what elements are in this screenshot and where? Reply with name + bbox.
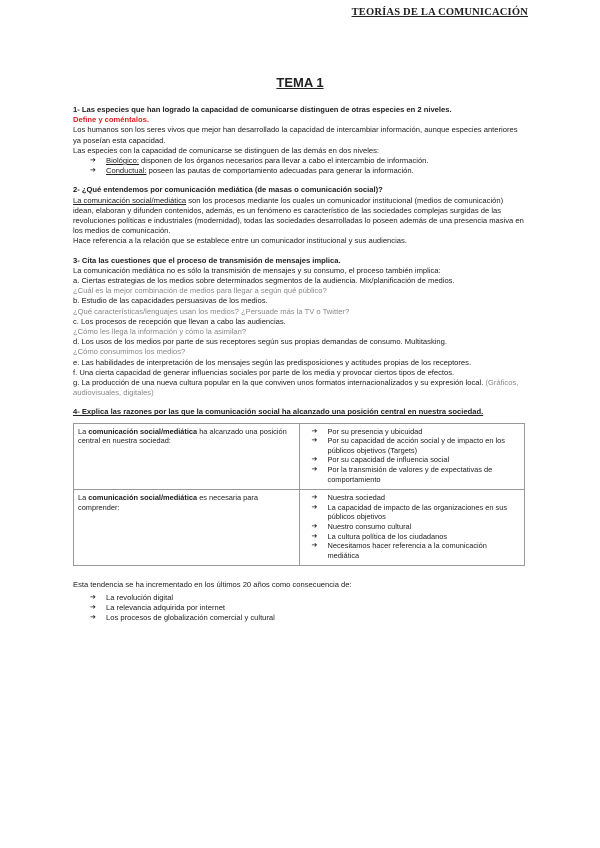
- item-c: c. Los procesos de recepción que llevan a cabo las audiencias.: [73, 316, 286, 326]
- question-3: [73, 256, 525, 399]
- list-item: ➔ Biológico: disponen de los órganos necesarios para llevar a cabo el intercambio de información.: [90, 156, 525, 166]
- list-item: ➔ Los procesos de globalización comercial y cultural: [90, 613, 525, 623]
- list-item: ➔ Conductual: poseen las pautas de comportamiento adecuadas para generar la información.: [90, 166, 525, 176]
- term: Biológico:: [106, 156, 139, 166]
- answer-paragraph: La comunicación social/mediática son los procesos mediante los cuales un comunicador institucional (medios de comunicación) idean, elaboran y difunden contenidos, además, es un fenómeno es característico de las sociedades complejas surgidas de las revoluciones políticas e industriales (modernidad), todas las sociedades desarrolladas lo poseen además de una presencia masiva en los medios de comunicación.: [73, 195, 524, 236]
- question-4: [73, 407, 525, 623]
- reasons-table: [73, 423, 525, 567]
- table-row: [74, 490, 525, 566]
- list-item: ➔ La revolución digital: [90, 593, 525, 603]
- list-item: ➔ Por su capacidad de influencia social: [312, 455, 521, 465]
- term: Conductual:: [106, 166, 147, 176]
- item-d: d. Los usos de los medios por parte de sus receptores según sus propias demandas de consumo. Multitasking.: [73, 337, 447, 347]
- list-item: ➔ Por la transmisión de valores y de expectativas de comportamiento: [312, 465, 521, 484]
- answer-paragraph: Los humanos son los seres vivos que mejor han desarrollado la capacidad de intercambiar información, aunque especies anteriores ya poseían esta capacidad.: [73, 125, 518, 145]
- question-2-heading: 2- ¿Qué entendemos por comunicación mediática (de masas o comunicación social)?: [73, 185, 383, 195]
- list-item: ➔ Nuestro consumo cultural: [312, 522, 521, 532]
- list-item: ➔ La cultura política de los ciudadanos: [312, 532, 521, 542]
- term: La comunicación social/mediática: [73, 195, 187, 205]
- item-e: e. Las habilidades de interpretación de los mensajes según las predisposiciones y actitudes propias de los receptores.: [73, 357, 472, 367]
- list-item: ➔ La capacidad de impacto de las organizaciones en sus públicos objetivos: [312, 503, 521, 522]
- question-4-heading: 4- Explica las razones por las que la comunicación social ha alcanzado una posición central en nuestra sociedad.: [73, 407, 484, 417]
- table-cell: La comunicación social/mediática ha alcanzado una posición central en nuestra sociedad:: [74, 423, 300, 490]
- question-1-heading: 1- Las especies que han logrado la capacidad de comunicarse distinguen de otras especies en 2 niveles.: [73, 105, 452, 114]
- reasons-list: [304, 427, 521, 485]
- list-item: ➔ Necesitamos hacer referencia a la comunicación mediática: [312, 541, 521, 560]
- item-b: b. Estudio de las capacidades persuasivas de los medios.: [73, 296, 268, 306]
- table-cell: [299, 490, 525, 566]
- question-3-heading: 3- Cita las cuestiones que el proceso de transmisión de mensajes implica.: [73, 255, 341, 265]
- question-2: [73, 185, 525, 246]
- item-a: a. Ciertas estrategias de los medios sobre determinados segmentos de la audiencia. Mix/planificación de medios.: [73, 276, 455, 286]
- reasons-list: [304, 493, 521, 560]
- list-item: ➔ La relevancia adquirida por internet: [90, 603, 525, 613]
- list-item: ➔ Por su presencia y ubicuidad: [312, 427, 521, 437]
- question-1: [73, 105, 525, 176]
- table-row: [74, 423, 525, 490]
- list-item: ➔ Por su capacidad de acción social y de impacto en los públicos objetivos (Targets): [312, 436, 521, 455]
- document-header: TEORÍAS DE LA COMUNICACIÓN: [351, 7, 528, 18]
- document-body: [73, 105, 525, 623]
- item-c-question: ¿Cómo les llega la información y cómo la asimilan?: [73, 327, 247, 337]
- table-cell: La comunicación social/mediática es necesaria para comprender:: [74, 490, 300, 566]
- answer-paragraph: La comunicación mediática no es sólo la transmisión de mensajes y su consumo, el proceso también implica:: [73, 265, 441, 275]
- answer-paragraph: Hace referencia a la relación que se establece entre un comunicador institucional y sus audiencias.: [73, 236, 407, 246]
- page-title: TEMA 1: [276, 75, 324, 90]
- trend-list: [73, 593, 525, 624]
- level-list: [73, 156, 525, 176]
- item-b-question: ¿Qué características/lenguajes usan los medios? ¿Persuade más la TV o Twitter?: [73, 306, 350, 316]
- item-d-question: ¿Cómo consumimos los medios?: [73, 347, 186, 357]
- question-1-instruction: Define y coméntalos.: [73, 115, 149, 125]
- list-item: ➔ Nuestra sociedad: [312, 493, 521, 503]
- answer-paragraph: Las especies con la capacidad de comunicarse se distinguen de las demás en dos niveles:: [73, 145, 380, 155]
- table-cell: [299, 423, 525, 490]
- item-g: g. La producción de una nueva cultura popular en la que conviven unos formatos internacionalizados y su expresión local. (Gráficos, audiovisuales, digitales): [73, 378, 519, 398]
- item-f: f. Una cierta capacidad de generar influencias sociales por parte de los media y provocar ciertos tipos de efectos.: [73, 367, 455, 377]
- item-a-question: ¿Cuál es la mejor combinación de medios para llegar a según qué público?: [73, 286, 327, 296]
- answer-paragraph: Esta tendencia se ha incrementado en los últimos 20 años como consecuencia de:: [73, 580, 352, 590]
